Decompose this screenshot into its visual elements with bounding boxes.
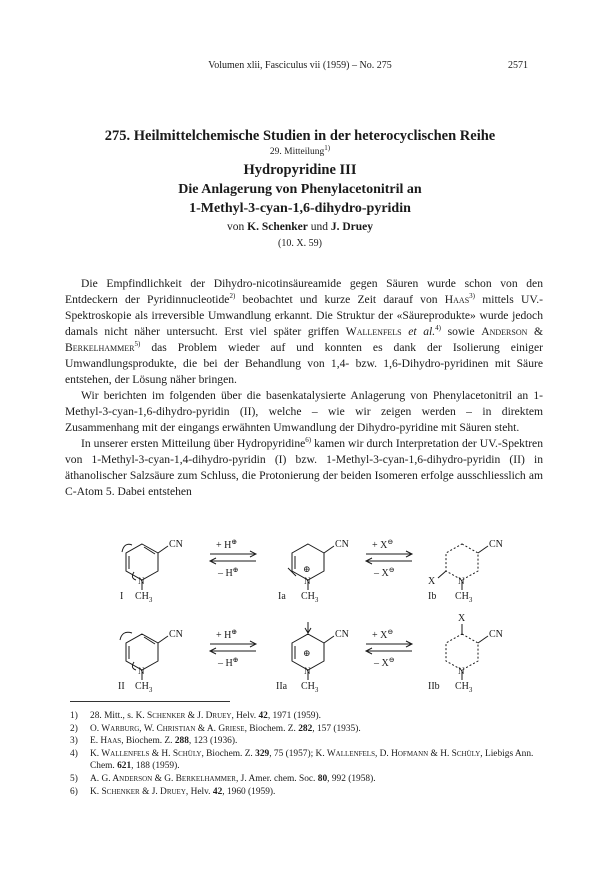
author-name: Haas <box>444 293 470 306</box>
footnote-ref: 1) <box>324 143 331 152</box>
equilibrium-arrows-3 <box>210 628 256 669</box>
communication-text: 29. Mitteilung <box>269 147 325 157</box>
text-run: , 157 (1935). <box>312 723 361 734</box>
equilibrium-arrows-4 <box>366 628 412 669</box>
molecule-II <box>118 629 183 694</box>
reaction-scheme-svg <box>110 532 520 694</box>
text-run: , J. Amer. chem. Soc. <box>235 773 318 784</box>
volume: 80 <box>317 773 328 784</box>
footnote-number: 1) <box>70 711 78 721</box>
text-run: , 75 (1957); <box>269 748 316 759</box>
text-run: 28. Mitt., s. <box>90 711 136 721</box>
communication-number <box>60 145 540 160</box>
n-label: N <box>138 666 145 676</box>
n-label: N <box>458 666 465 676</box>
ring <box>126 634 158 670</box>
molecule-IIb <box>428 613 503 694</box>
footnotes <box>70 710 540 798</box>
author-name: E. Haas <box>90 736 122 747</box>
journal-info: Volumen xlii, Fasciculus vii (1959) – No. 275 <box>208 60 392 71</box>
author-name: K. Wallenfels & H. Schüly <box>90 748 202 759</box>
equilibrium-arrows-1 <box>210 538 256 579</box>
compound-label-I: I <box>120 591 124 602</box>
n-label: N <box>304 666 311 676</box>
footnote-number: 5) <box>70 773 78 784</box>
n-label: N <box>138 576 145 586</box>
methyl-label: $CH_3$ <box>301 591 319 604</box>
page-number: 2571 <box>508 60 528 71</box>
reagent-plus-h: + H⊕ <box>216 628 238 641</box>
paragraph-2: Wir berichten im folgenden über die basenkatalysierte Anlagerung von Phenylacetonitril an 1-Methyl-3-cyan-1,6-dihydro-pyridin (II), welche – wie wir zeigen werden – in direktem Zusammenhang mit der eingangs erwähnten Umwandlung der Dihydro-pyridine mit Säuren steht. <box>65 389 543 434</box>
footnote-ref: 3) <box>469 292 476 301</box>
footnote-number: 3) <box>70 736 78 747</box>
ring <box>446 544 478 580</box>
footnote <box>70 773 540 786</box>
volume: 282 <box>298 723 313 734</box>
reagent-minus-x: – X⊖ <box>374 656 395 669</box>
bond <box>478 546 488 553</box>
text-run: , Biochem. Z. <box>244 723 299 734</box>
reagent-plus-h: + H⊕ <box>216 538 238 551</box>
compound-label-IIa: IIa <box>276 681 288 692</box>
authors-von: von <box>227 221 245 233</box>
positive-charge: ⊕ <box>303 648 311 658</box>
author-2: J. Druey <box>330 221 373 233</box>
bond <box>158 546 168 553</box>
cn-label: CN <box>335 629 349 640</box>
reagent-minus-x: – X⊖ <box>374 566 395 579</box>
footnote-number: 2) <box>70 723 78 734</box>
author-name: Berkelhammer <box>65 341 135 354</box>
text-run: , 1960 (1959). <box>222 786 276 797</box>
bond <box>324 546 334 553</box>
text-run: sowie <box>440 325 482 338</box>
footnote <box>70 735 540 748</box>
compound-label-Ia: Ia <box>278 591 286 602</box>
volume: 42 <box>258 711 268 721</box>
compound-label-II: II <box>118 681 125 692</box>
molecule-Ib <box>428 539 503 604</box>
authors <box>60 218 540 236</box>
reagent-plus-x: + X⊖ <box>372 538 394 551</box>
molecule-IIa <box>276 622 349 694</box>
equilibrium-arrows-2 <box>366 538 412 579</box>
reaction-scheme <box>110 532 520 694</box>
author-1: K. Schenker <box>247 221 308 233</box>
compound-label-Ib: Ib <box>428 591 437 602</box>
volume: 42 <box>212 786 223 797</box>
text-run: , 1971 (1959). <box>267 711 321 721</box>
article-subtitle: Hydropyridine III <box>243 162 357 178</box>
cn-label: CN <box>169 539 183 550</box>
methyl-label: $CH_3$ <box>135 591 153 604</box>
footnote-number: 4) <box>70 748 78 759</box>
cn-label: CN <box>169 629 183 640</box>
text-run: , Biochem. Z. <box>201 748 256 759</box>
molecule-I <box>120 539 183 604</box>
ring <box>446 634 478 670</box>
author-name: O. Warburg, W. Christian & A. Griese <box>90 723 245 734</box>
article-body <box>65 276 543 500</box>
text-run: kamen wir durch Interpretation der UV.-Spektren von 1-Methyl-3-cyan-1,4-dihydro-pyridin (I) bzw. 1-Methyl-3-cyan-1,6-dihydro-pyridin (II) in äthanolischer Salzsäure zum Schluss, die Protonierung der beiden Isomeren erfolge ausschliesslich am C-Atom 5. Dabei entstehen <box>65 437 544 498</box>
ring <box>126 544 158 580</box>
footnote <box>70 710 540 723</box>
footnote-number: 6) <box>70 786 78 797</box>
title-block <box>60 127 540 251</box>
reagent-plus-x: + X⊖ <box>372 628 394 641</box>
methyl-label: $CH_3$ <box>301 681 319 694</box>
footnote <box>70 748 540 773</box>
reagent-minus-h: – H⊕ <box>218 656 239 669</box>
cn-label: CN <box>335 539 349 550</box>
volume: 288 <box>174 736 189 747</box>
text-run: beobachtet und kurze Zeit darauf von <box>235 293 445 306</box>
et-al: et al. <box>401 325 436 338</box>
footnote-ref: 6) <box>305 436 312 445</box>
text-run: , Helv. <box>231 711 259 721</box>
text-run: Die Empfindlichkeit der Dihydro-nicotinsäureamide gegen Säuren wurde schon von den Entdeckern der Pyridinnucleotide <box>65 277 543 306</box>
author-name: K. Schenker & J. Druey <box>135 711 232 721</box>
footnote-ref: 2) <box>229 292 236 301</box>
article-title-line-1: Die Anlagerung von Phenylacetonitril an <box>178 182 422 197</box>
author-name: Anderson <box>481 325 528 338</box>
methyl-label: $CH_3$ <box>455 591 473 604</box>
footnote-rule <box>70 701 230 702</box>
cn-label: CN <box>489 629 503 640</box>
reagent-minus-h: – H⊕ <box>218 566 239 579</box>
footnote <box>70 786 540 799</box>
text-run: & <box>527 325 543 338</box>
text-run: , 188 (1959). <box>131 761 180 772</box>
x-label: X <box>428 576 436 587</box>
n-label: N <box>458 576 465 586</box>
author-name: K. Wallenfels, D. Hofmann & H. Schüly <box>315 748 481 759</box>
article-title-line-2: 1-Methyl-3-cyan-1,6-dihydro-pyridin <box>189 201 411 216</box>
compound-label-IIb: IIb <box>428 681 440 692</box>
n-label: N <box>304 576 311 586</box>
ring <box>292 544 324 580</box>
positive-charge: ⊕ <box>303 564 311 574</box>
paragraph-1 <box>65 276 543 388</box>
text-run: , 123 (1936). <box>188 736 238 747</box>
author-name: A. G. Anderson & G. Berkelhammer <box>90 773 236 784</box>
text-run: , Liebigs Ann. Chem. <box>90 748 534 772</box>
text-run: , Biochem. Z. <box>121 736 175 747</box>
footnote <box>70 723 540 736</box>
authors-und: und <box>310 221 328 233</box>
molecule-Ia <box>278 539 349 604</box>
text-run: , 992 (1958). <box>327 773 376 784</box>
methyl-label: $CH_3$ <box>455 681 473 694</box>
methyl-label: $CH_3$ <box>135 681 153 694</box>
bond <box>438 571 446 578</box>
electron-arrow <box>120 632 132 640</box>
footnote-ref: 4) <box>435 324 441 333</box>
x-label: X <box>458 613 466 624</box>
author-name: Wallenfels <box>345 325 402 338</box>
bond <box>324 636 334 643</box>
text-run: In unserer ersten Mitteilung über Hydropyridine <box>81 437 306 450</box>
text-run: mittels UV.-Spektroskopie als irreversible Umwandlung erkannt. Die Struktur der «Säureprodukte» wurde jedoch damals nicht näher untersucht. Erst viel später griffen <box>65 293 544 338</box>
series-title: 275. Heilmittelchemische Studien in der heterocyclischen Reihe <box>104 128 496 144</box>
text-run: , Helv. <box>185 786 213 797</box>
bond <box>478 636 488 643</box>
bond <box>158 636 168 643</box>
paragraph-3 <box>65 436 543 500</box>
author-name: K. Schenker & J. Druey <box>90 786 186 797</box>
text-run: das Problem wieder auf und konnten es dank der Isolierung einiger Umwandlungsprodukte, die bei der Behandlung von 1,4- bzw. 1,6-Dihydro-pyridinen mit Säure entstehen, der Lösung näher bringen. <box>65 341 543 386</box>
received-date: (10. X. 59) <box>278 238 322 249</box>
volume: 329 <box>255 748 270 759</box>
volume: 621 <box>117 761 132 772</box>
footnote-ref: 5) <box>134 340 141 349</box>
cn-label: CN <box>489 539 503 550</box>
